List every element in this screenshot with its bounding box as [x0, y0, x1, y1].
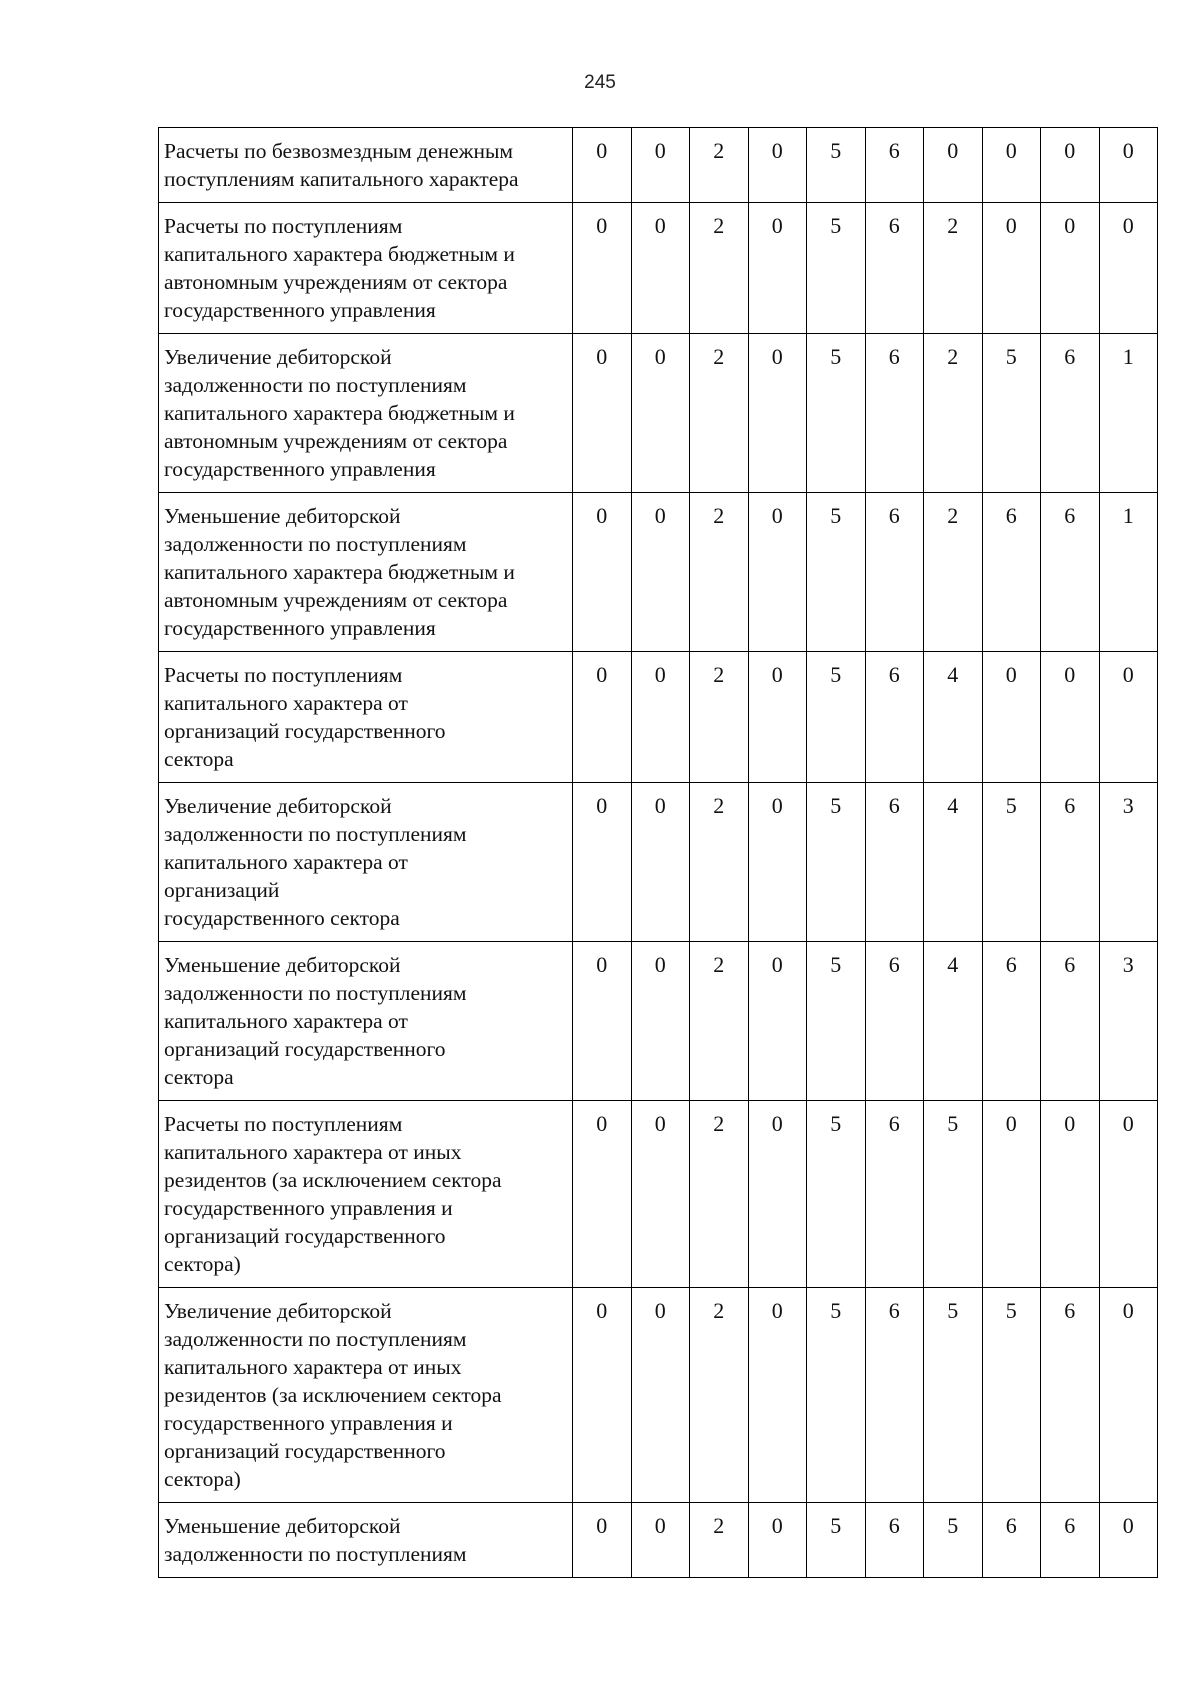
- description-line: государственного управления: [164, 616, 436, 640]
- description-line: капитального характера от иных: [164, 1140, 462, 1164]
- code-digit-cell: 4: [924, 783, 983, 942]
- account-description-cell: [159, 1101, 573, 1288]
- code-digit-cell: 0: [748, 652, 807, 783]
- account-description-cell: [159, 334, 573, 493]
- account-description-cell: [159, 128, 573, 203]
- code-digit-cell: 0: [748, 493, 807, 652]
- code-digit-cell: 0: [1041, 128, 1100, 203]
- code-digit-cell: 5: [807, 942, 866, 1101]
- description-line: Увеличение дебиторской: [164, 1299, 392, 1323]
- code-digit-cell: 0: [573, 1503, 632, 1578]
- code-digit-cell: 6: [1041, 493, 1100, 652]
- description-line: Расчеты по поступлениям: [164, 1112, 403, 1136]
- table-row: [159, 334, 1158, 493]
- code-digit-cell: 2: [690, 783, 749, 942]
- code-digit-cell: 5: [982, 1288, 1041, 1503]
- code-digit-cell: 0: [631, 1503, 690, 1578]
- code-digit-cell: 0: [748, 203, 807, 334]
- description-line: задолженности по поступлениям: [164, 822, 467, 846]
- description-line: сектора: [164, 1065, 234, 1089]
- account-codes-table: [158, 127, 1158, 1578]
- description-line: государственного сектора: [164, 906, 400, 930]
- description-line: автономным учреждениям от сектора: [164, 270, 508, 294]
- code-digit-cell: 2: [690, 203, 749, 334]
- code-digit-cell: 3: [1099, 942, 1158, 1101]
- code-digit-cell: 6: [865, 1288, 924, 1503]
- code-digit-cell: 0: [573, 1288, 632, 1503]
- table-row: [159, 1288, 1158, 1503]
- code-digit-cell: 6: [1041, 942, 1100, 1101]
- account-description-cell: [159, 1503, 573, 1578]
- description-line: Расчеты по безвозмездным денежным: [164, 139, 514, 163]
- code-digit-cell: 5: [924, 1503, 983, 1578]
- code-digit-cell: 0: [1099, 1288, 1158, 1503]
- code-digit-cell: 6: [1041, 334, 1100, 493]
- code-digit-cell: 0: [573, 334, 632, 493]
- code-digit-cell: 0: [631, 334, 690, 493]
- table-row: [159, 493, 1158, 652]
- description-line: государственного управления: [164, 457, 436, 481]
- description-line: организаций государственного: [164, 1439, 446, 1463]
- table-row: [159, 128, 1158, 203]
- description-line: задолженности по поступлениям: [164, 532, 467, 556]
- code-digit-cell: 0: [1041, 203, 1100, 334]
- code-digit-cell: 2: [690, 652, 749, 783]
- code-digit-cell: 6: [982, 1503, 1041, 1578]
- code-digit-cell: 0: [573, 203, 632, 334]
- code-digit-cell: 0: [982, 128, 1041, 203]
- code-digit-cell: 6: [982, 493, 1041, 652]
- code-digit-cell: 0: [748, 783, 807, 942]
- description-line: резидентов (за исключением сектора: [164, 1383, 502, 1407]
- code-digit-cell: 6: [1041, 1288, 1100, 1503]
- code-digit-cell: 6: [865, 942, 924, 1101]
- code-digit-cell: 5: [982, 783, 1041, 942]
- code-digit-cell: 0: [1041, 1101, 1100, 1288]
- description-line: Уменьшение дебиторской: [164, 953, 401, 977]
- description-line: сектора): [164, 1252, 241, 1276]
- description-line: капитального характера от: [164, 691, 408, 715]
- description-line: резидентов (за исключением сектора: [164, 1168, 502, 1192]
- account-description-cell: [159, 783, 573, 942]
- code-digit-cell: 6: [865, 128, 924, 203]
- code-digit-cell: 0: [924, 128, 983, 203]
- code-digit-cell: 0: [1099, 652, 1158, 783]
- code-digit-cell: 0: [748, 128, 807, 203]
- account-description-cell: [159, 652, 573, 783]
- description-line: капитального характера от: [164, 1009, 408, 1033]
- code-digit-cell: 0: [1099, 1503, 1158, 1578]
- table-row: [159, 783, 1158, 942]
- code-digit-cell: 5: [807, 203, 866, 334]
- description-line: капитального характера от иных: [164, 1355, 462, 1379]
- code-digit-cell: 0: [573, 942, 632, 1101]
- code-digit-cell: 6: [865, 203, 924, 334]
- description-line: поступлениям капитального характера: [164, 167, 519, 191]
- code-digit-cell: 0: [748, 1503, 807, 1578]
- code-digit-cell: 0: [573, 652, 632, 783]
- code-digit-cell: 6: [982, 942, 1041, 1101]
- code-digit-cell: 1: [1099, 493, 1158, 652]
- description-line: государственного управления: [164, 298, 436, 322]
- description-line: капитального характера от: [164, 850, 408, 874]
- code-digit-cell: 0: [982, 203, 1041, 334]
- code-digit-cell: 6: [865, 1503, 924, 1578]
- code-digit-cell: 6: [865, 652, 924, 783]
- description-line: Уменьшение дебиторской: [164, 1514, 401, 1538]
- code-digit-cell: 2: [690, 1288, 749, 1503]
- code-digit-cell: 5: [807, 1288, 866, 1503]
- code-digit-cell: 4: [924, 652, 983, 783]
- description-line: организаций государственного: [164, 719, 446, 743]
- description-line: сектора): [164, 1467, 241, 1491]
- code-digit-cell: 0: [631, 1101, 690, 1288]
- code-digit-cell: 0: [573, 128, 632, 203]
- description-line: задолженности по поступлениям: [164, 1542, 467, 1566]
- code-digit-cell: 0: [1041, 652, 1100, 783]
- code-digit-cell: 0: [748, 334, 807, 493]
- description-line: организаций: [164, 878, 280, 902]
- code-digit-cell: 5: [924, 1101, 983, 1288]
- code-digit-cell: 2: [690, 1101, 749, 1288]
- code-digit-cell: 0: [573, 493, 632, 652]
- code-digit-cell: 6: [865, 783, 924, 942]
- code-digit-cell: 2: [924, 493, 983, 652]
- code-digit-cell: 2: [924, 203, 983, 334]
- code-digit-cell: 3: [1099, 783, 1158, 942]
- code-digit-cell: 2: [690, 128, 749, 203]
- code-digit-cell: 5: [982, 334, 1041, 493]
- code-digit-cell: 5: [807, 1101, 866, 1288]
- table-row: [159, 203, 1158, 334]
- code-digit-cell: 0: [573, 783, 632, 942]
- description-line: государственного управления и: [164, 1196, 453, 1220]
- description-line: Уменьшение дебиторской: [164, 504, 401, 528]
- description-line: организаций государственного: [164, 1224, 446, 1248]
- code-digit-cell: 2: [924, 334, 983, 493]
- code-digit-cell: 0: [982, 652, 1041, 783]
- code-digit-cell: 2: [690, 334, 749, 493]
- code-digit-cell: 0: [631, 203, 690, 334]
- code-digit-cell: 2: [690, 942, 749, 1101]
- account-description-cell: [159, 203, 573, 334]
- table-row: [159, 942, 1158, 1101]
- description-line: Расчеты по поступлениям: [164, 214, 403, 238]
- code-digit-cell: 5: [807, 652, 866, 783]
- account-description-cell: [159, 942, 573, 1101]
- code-digit-cell: 0: [748, 1101, 807, 1288]
- code-digit-cell: 0: [1099, 1101, 1158, 1288]
- code-digit-cell: 2: [690, 493, 749, 652]
- description-line: организаций государственного: [164, 1037, 446, 1061]
- table-body: [159, 128, 1158, 1578]
- code-digit-cell: 0: [631, 128, 690, 203]
- description-line: задолженности по поступлениям: [164, 1327, 467, 1351]
- description-line: Увеличение дебиторской: [164, 345, 392, 369]
- code-digit-cell: 1: [1099, 334, 1158, 493]
- code-digit-cell: 0: [631, 783, 690, 942]
- code-digit-cell: 5: [924, 1288, 983, 1503]
- description-line: Увеличение дебиторской: [164, 794, 392, 818]
- description-line: Расчеты по поступлениям: [164, 663, 403, 687]
- description-line: автономным учреждениям от сектора: [164, 588, 508, 612]
- code-digit-cell: 5: [807, 493, 866, 652]
- code-digit-cell: 0: [1099, 203, 1158, 334]
- code-digit-cell: 0: [573, 1101, 632, 1288]
- table-row: [159, 652, 1158, 783]
- table-row: [159, 1101, 1158, 1288]
- code-digit-cell: 5: [807, 334, 866, 493]
- page-number: 245: [584, 72, 616, 93]
- code-digit-cell: 0: [748, 1288, 807, 1503]
- description-line: капитального характера бюджетным и: [164, 560, 515, 584]
- account-description-cell: [159, 1288, 573, 1503]
- code-digit-cell: 6: [865, 1101, 924, 1288]
- code-digit-cell: 5: [807, 128, 866, 203]
- table-row: [159, 1503, 1158, 1578]
- code-digit-cell: 6: [1041, 783, 1100, 942]
- code-digit-cell: 2: [690, 1503, 749, 1578]
- code-digit-cell: 0: [982, 1101, 1041, 1288]
- description-line: капитального характера бюджетным и: [164, 242, 515, 266]
- account-description-cell: [159, 493, 573, 652]
- description-line: государственного управления и: [164, 1411, 453, 1435]
- code-digit-cell: 0: [631, 493, 690, 652]
- description-line: задолженности по поступлениям: [164, 373, 467, 397]
- description-line: задолженности по поступлениям: [164, 981, 467, 1005]
- code-digit-cell: 5: [807, 1503, 866, 1578]
- code-digit-cell: 6: [865, 334, 924, 493]
- code-digit-cell: 0: [631, 942, 690, 1101]
- description-line: капитального характера бюджетным и: [164, 401, 515, 425]
- code-digit-cell: 0: [748, 942, 807, 1101]
- description-line: сектора: [164, 747, 234, 771]
- code-digit-cell: 6: [865, 493, 924, 652]
- code-digit-cell: 0: [631, 652, 690, 783]
- code-digit-cell: 0: [1099, 128, 1158, 203]
- code-digit-cell: 4: [924, 942, 983, 1101]
- description-line: автономным учреждениям от сектора: [164, 429, 508, 453]
- code-digit-cell: 0: [631, 1288, 690, 1503]
- code-digit-cell: 5: [807, 783, 866, 942]
- code-digit-cell: 6: [1041, 1503, 1100, 1578]
